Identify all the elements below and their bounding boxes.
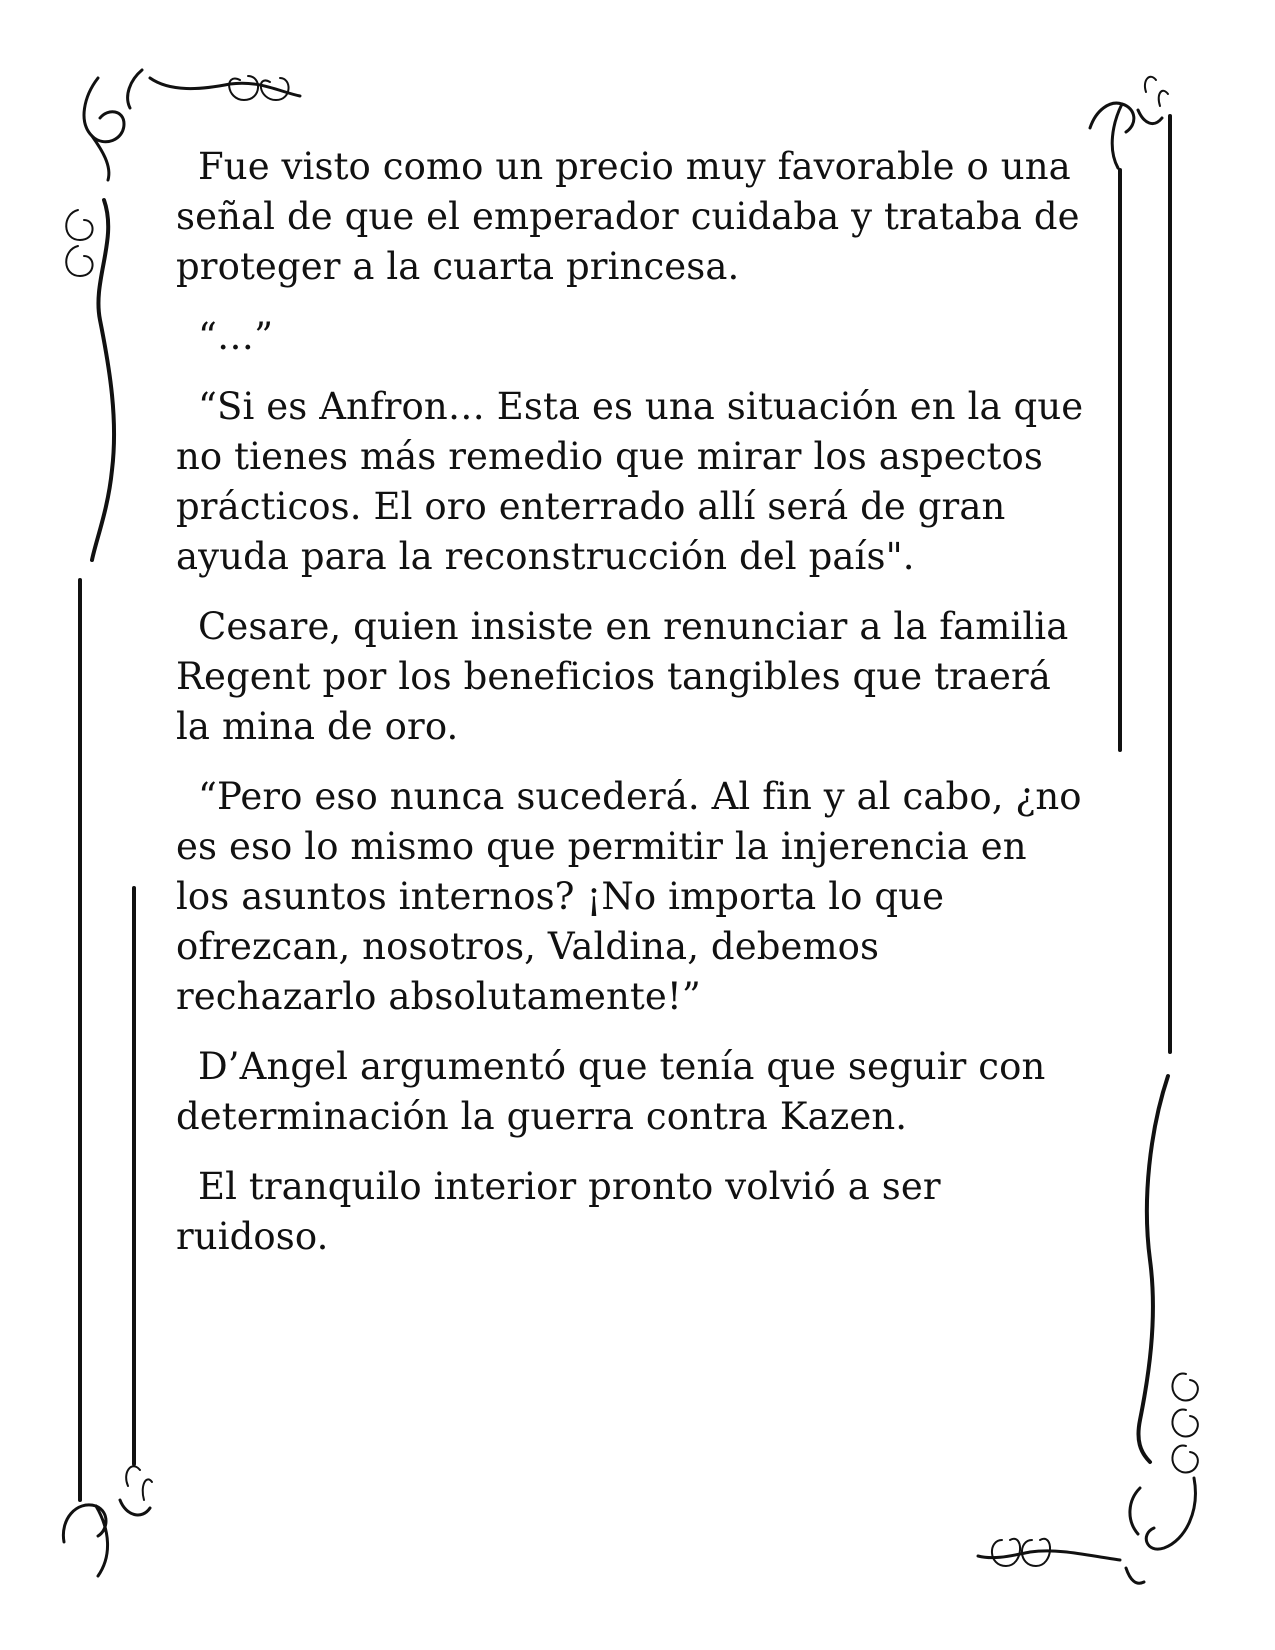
text-column [176, 142, 1086, 1282]
paragraph: D’Angel argumentó que tenía que seguir con determinación la guerra contra Kazen. [176, 1045, 1046, 1138]
paragraph: “Pero eso nunca sucederá. Al fin y al cabo, ¿no es eso lo mismo que permitir la injerencia en los asuntos internos? ¡No importa lo que ofrezcan, nosotros, Valdina, debemos rechazarlo absolutamente!” [176, 775, 1082, 1018]
paragraph: “Si es Anfron… Esta es una situación en la que no tienes más remedio que mirar los aspectos prácticos. El oro enterrado allí será de gran ayuda para la reconstrucción del país". [176, 385, 1084, 578]
paragraph: “…” [198, 315, 274, 358]
flourish-top-right-icon [1090, 77, 1168, 168]
paragraph: Cesare, quien insiste en renunciar a la familia Regent por los beneficios tangibles que traerá la mina de oro. [176, 605, 1069, 748]
flourish-bottom-left-icon [63, 1466, 152, 1576]
paragraph: El tranquilo interior pronto volvió a ser ruidoso. [176, 1165, 941, 1258]
paragraph: Fue visto como un precio muy favorable o una señal de que el emperador cuidaba y trataba de proteger a la cuarta princesa. [176, 145, 1080, 288]
